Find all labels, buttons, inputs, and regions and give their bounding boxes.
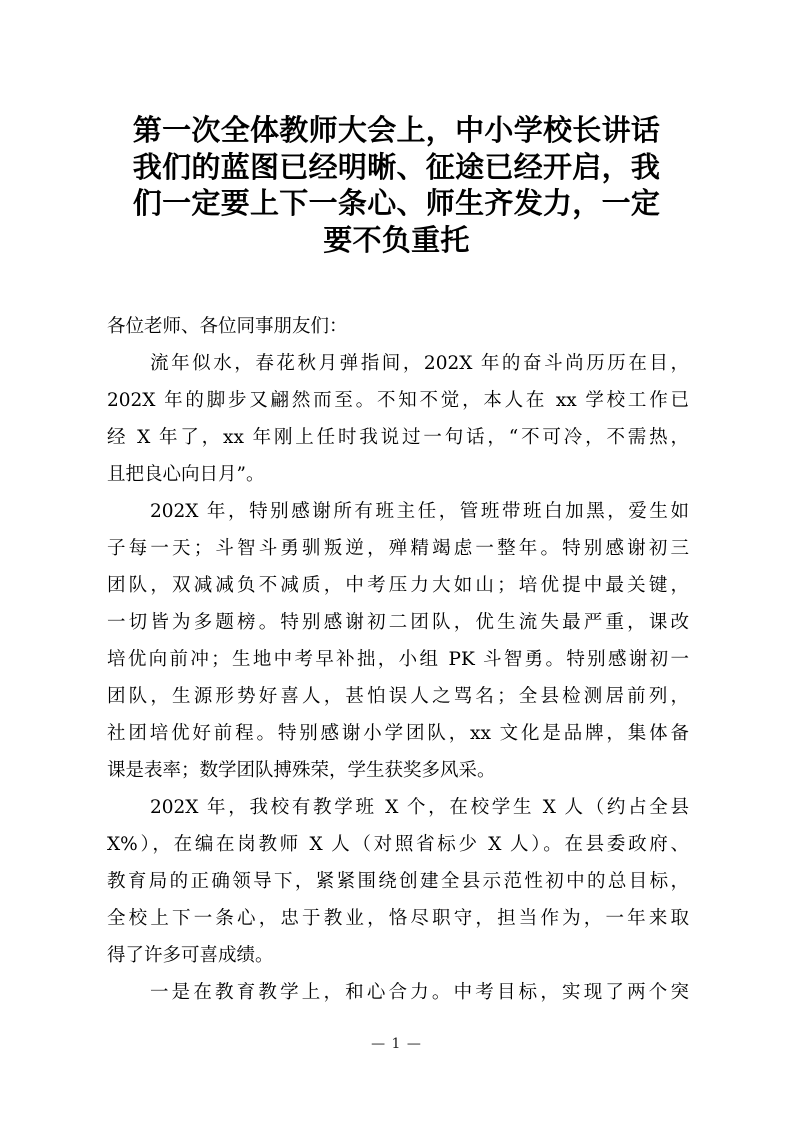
- title-line: 们一定要上下一条心、师生齐发力，一定: [132, 186, 661, 220]
- body-text-line: 培优向前冲；生地中考早补拙，小组 PK 斗智勇。特别感谢初一: [107, 649, 689, 670]
- body-text-line: 202X 年，特别感谢所有班主任，管班带班白加黑，爱生如: [150, 501, 689, 522]
- body-text-line: 且把良心向日月”。: [107, 464, 265, 485]
- body-text-line: 社团培优好前程。特别感谢小学团队，xx 文化是品牌，集体备: [107, 723, 689, 744]
- title-line: 我们的蓝图已经明晰、征途已经开启，我: [132, 149, 661, 184]
- body-text-line: 课是表率；数学团队搏殊荣，学生获奖多风采。: [107, 760, 496, 781]
- body-text-line: 全校上下一条心，忠于教业，恪尽职守，担当作为，一年来取: [107, 908, 689, 929]
- document-body: [107, 308, 689, 1011]
- body-text-line: 202X 年的脚步又翩然而至。不知不觉，本人在 xx 学校工作已: [107, 390, 689, 411]
- body-text-line: 各位老师、各位同事朋友们：: [107, 316, 348, 337]
- body-text-line: 一是在教育教学上，和心合力。中考目标，实现了两个突: [150, 982, 689, 1003]
- body-text-line: 得了许多可喜成绩。: [107, 945, 274, 966]
- body-text-line: 经 X 年了，xx 年刚上任时我说过一句话，“不可冷，不需热，: [107, 427, 689, 448]
- title-line: 第一次全体教师大会上，中小学校长讲话: [132, 113, 661, 147]
- body-text-line: 流年似水，春花秋月弹指间，202X 年的奋斗尚历历在目，: [150, 353, 689, 374]
- page-number: — 1 —: [371, 1036, 422, 1052]
- body-text-line: 一切皆为多题榜。特别感谢初二团队，优生流失最严重，课改: [107, 612, 689, 633]
- body-text-line: 团队，生源形势好喜人，甚怕误人之骂名；全县检测居前列，: [107, 686, 689, 707]
- body-text-line: 教育局的正确领导下，紧紧围绕创建全县示范性初中的总目标，: [107, 871, 689, 892]
- body-text-line: 团队，双减减负不减质，中考压力大如山；培优提中最关键，: [107, 575, 689, 596]
- body-text-line: 子每一天；斗智斗勇驯叛逆，殚精竭虑一整年。特别感谢初三: [107, 538, 689, 559]
- body-text-line: X%），在编在岗教师 X 人（对照省标少 X 人）。在县委政府、: [107, 834, 689, 855]
- body-text-line: 202X 年，我校有教学班 X 个，在校学生 X 人（约占全县: [150, 797, 689, 818]
- document-title: [100, 112, 693, 258]
- title-line: 要不负重托: [323, 222, 470, 257]
